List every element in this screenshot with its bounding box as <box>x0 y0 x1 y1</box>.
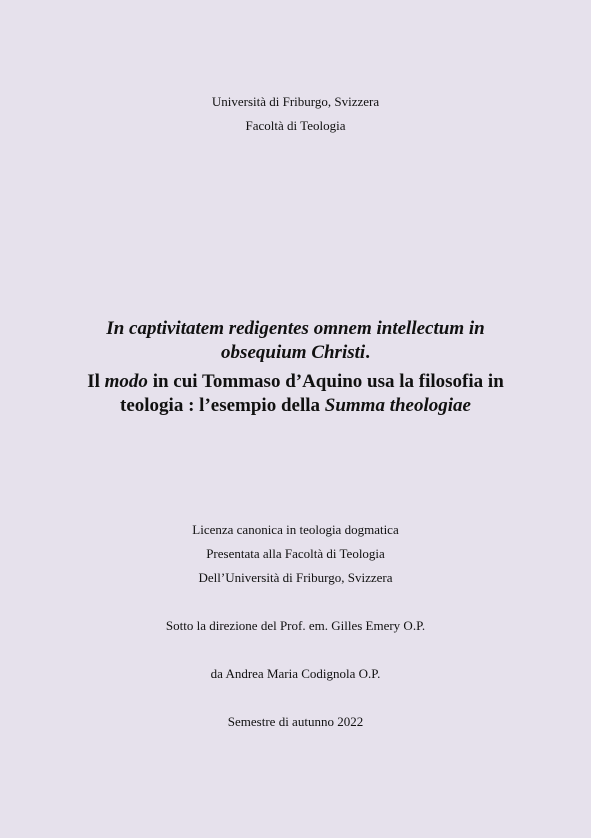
semester-line: Semestre di autunno 2022 <box>227 714 364 729</box>
main-title-part-1: Il <box>87 371 105 392</box>
main-title-part-2: in cui Tommaso d’Aquino usa la filosofia in <box>147 371 504 392</box>
main-title-summa: Summa theologiae <box>324 395 471 416</box>
latin-title-italic: obsequium Christi <box>221 342 366 363</box>
supervisor-line: Sotto la direzione del Prof. em. Gilles Emery O.P. <box>165 618 426 633</box>
latin-title-line-2 <box>0 341 591 365</box>
thesis-info <box>0 518 591 590</box>
institution-header <box>0 90 591 138</box>
degree-line: Licenza canonica in teologia dogmatica <box>192 522 399 537</box>
latin-title-period: . <box>365 342 370 363</box>
main-title-line-2-start: teologia : l’esempio della <box>120 395 325 416</box>
main-title-line-1 <box>0 370 591 394</box>
university-line: Dell’Università di Friburgo, Svizzera <box>198 570 393 585</box>
main-title <box>0 370 591 418</box>
university-name: Università di Friburgo, Svizzera <box>211 94 380 109</box>
faculty-name: Facoltà di Teologia <box>245 118 346 133</box>
latin-title <box>0 317 591 365</box>
presented-line: Presentata alla Facoltà di Teologia <box>206 546 385 561</box>
main-title-line-2 <box>0 394 591 418</box>
author-line: da Andrea Maria Codignola O.P. <box>210 666 381 681</box>
latin-title-line-1: In captivitatem redigentes omnem intellectum in <box>106 318 485 339</box>
main-title-modo: modo <box>104 371 148 392</box>
